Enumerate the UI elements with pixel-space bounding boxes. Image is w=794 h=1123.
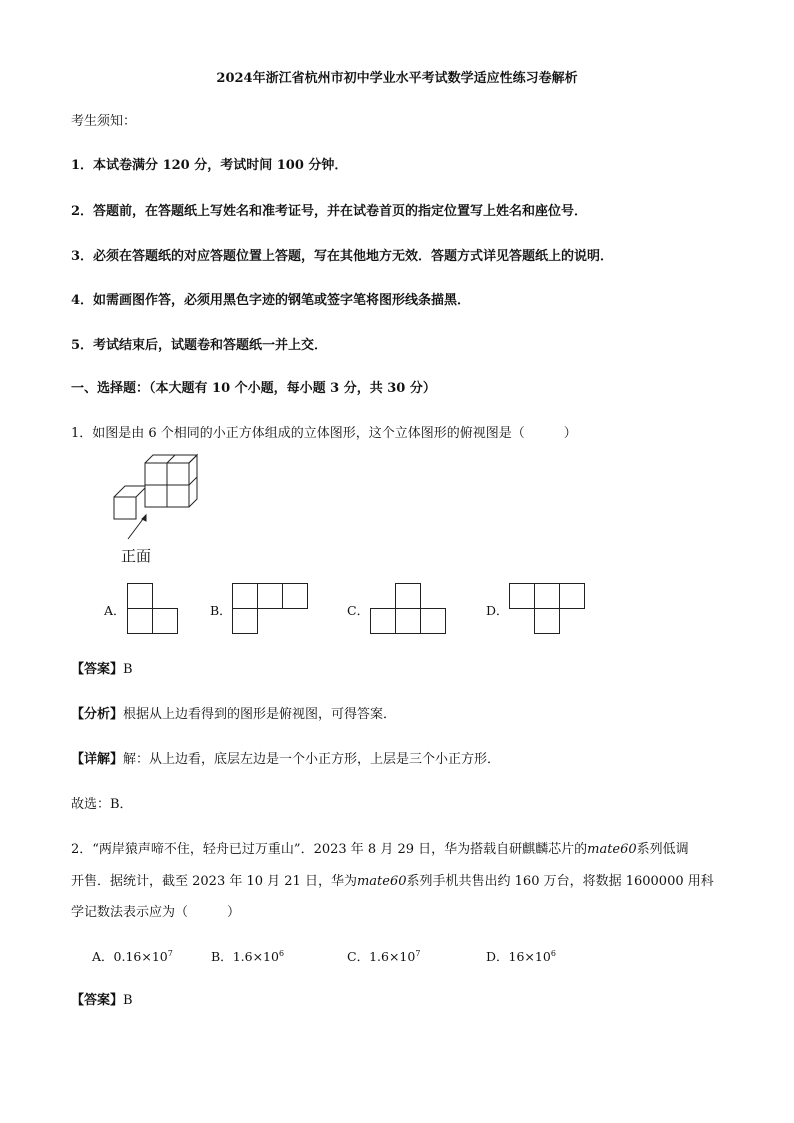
- question-2-line-1: [71, 841, 689, 859]
- answer-value: B: [123, 662, 133, 677]
- detail-line: [71, 751, 500, 769]
- answer-tag: 【答案】: [71, 662, 124, 677]
- conclusion-line: 故选：B．: [71, 797, 133, 812]
- answer-value: B: [123, 993, 133, 1008]
- q2-option-b: [211, 948, 284, 966]
- option-mantissa: 1.6×10: [369, 949, 416, 964]
- detail-tag: 【详解】: [71, 752, 124, 767]
- question-1-stem: 1．如图是由 6 个相同的小正方体组成的立体图形，这个立体图形的俯视图是（ ）: [71, 426, 577, 441]
- option-exponent: 6: [278, 949, 285, 958]
- q2-model: mate60: [356, 874, 407, 889]
- analysis-text: 根据从上边看得到的图形是俯视图，可得答案．: [123, 707, 397, 722]
- option-label: C．: [347, 949, 370, 964]
- notice-heading: 考生须知：: [71, 114, 137, 129]
- option-d-figure: [509, 583, 587, 635]
- q2-text: 2．“两岸猿声啼不住，轻舟已过万重山”．2023 年 8 月 29 日，华为搭载自研麒麟芯片的: [71, 842, 588, 857]
- cube-figure: [100, 455, 210, 535]
- option-mantissa: 16×10: [508, 949, 551, 964]
- option-mantissa: 1.6×10: [232, 949, 279, 964]
- option-label: D．: [486, 949, 509, 964]
- q2-answer-line: [71, 992, 133, 1010]
- option-mantissa: 0.16×10: [113, 949, 168, 964]
- analysis-tag: 【分析】: [71, 707, 124, 722]
- q2-text: 系列低调: [636, 842, 689, 857]
- option-label: B．: [211, 949, 233, 964]
- q2-option-d: [486, 948, 556, 966]
- question-2-line-3: 学记数法表示应为（ ）: [71, 905, 241, 920]
- detail-text: 解：从上边看，底层左边是一个小正方形，上层是三个小正方形．: [123, 752, 501, 767]
- notice-item: 2．答题前，在答题纸上写姓名和准考证号，并在试卷首页的指定位置写上姓名和座位号．: [71, 204, 588, 219]
- option-label: A．: [92, 949, 114, 964]
- analysis-line: [71, 706, 396, 724]
- page-title: 2024年浙江省杭州市初中学业水平考试数学适应性练习卷解析: [216, 71, 578, 86]
- notice-item: 5．考试结束后，试题卷和答题纸一并上交．: [71, 338, 328, 353]
- option-exponent: 7: [167, 949, 173, 958]
- option-b-figure: [232, 583, 310, 635]
- option-label-c: C．: [347, 603, 370, 618]
- option-label-d: D．: [486, 603, 509, 618]
- q2-model: mate60: [587, 842, 637, 857]
- q2-text: 开售．据统计，截至 2023 年 10 月 21 日，华为: [71, 874, 357, 889]
- answer-line: [71, 661, 133, 679]
- figure-label: 正面: [121, 547, 152, 565]
- option-exponent: 6: [550, 949, 556, 958]
- answer-tag: 【答案】: [71, 993, 124, 1008]
- option-a-figure: [127, 583, 179, 635]
- notice-item: 4．如需画图作答，必须用黑色字迹的钢笔或签字笔将图形线条描黑．: [71, 293, 471, 308]
- option-c-figure: [370, 583, 448, 635]
- notice-item: 1．本试卷满分 120 分，考试时间 100 分钟．: [71, 158, 348, 173]
- q2-text: 系列手机共售出约 160 万台，将数据 1600000 用科: [406, 874, 714, 889]
- question-2-line-2: [71, 873, 714, 891]
- notice-item: 3．必须在答题纸的对应答题位置上答题，写在其他地方无效．答题方式详见答题纸上的说明．: [71, 249, 614, 264]
- option-label-b: B．: [210, 603, 232, 618]
- option-label-a: A．: [104, 603, 126, 618]
- q2-option-c: [347, 948, 420, 966]
- section-heading: 一、选择题：（本大题有 10 个小题，每小题 3 分，共 30 分）: [71, 381, 436, 396]
- option-exponent: 7: [415, 949, 421, 958]
- q2-option-a: [92, 948, 173, 966]
